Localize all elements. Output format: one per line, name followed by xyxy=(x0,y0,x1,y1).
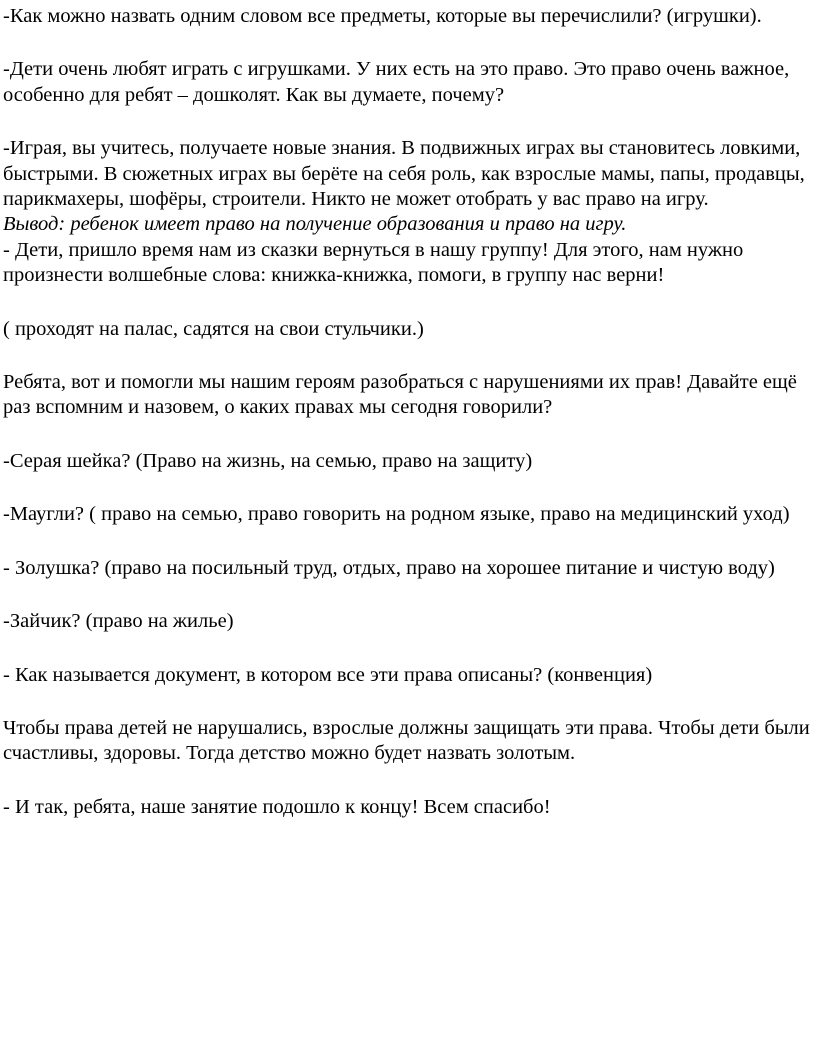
paragraph-stage-direction: ( проходят на палас, садятся на свои стульчики.) xyxy=(3,317,424,340)
paragraph-conclusion: Вывод: ребенок имеет право на получение образования и право на игру. xyxy=(3,213,627,236)
paragraph-grey-neck: -Серая шейка? (Право на жизнь, на семью, право на защиту) xyxy=(3,449,533,472)
paragraph-closing: - И так, ребята, наше занятие подошло к концу! Всем спасибо! xyxy=(3,795,551,818)
paragraph-question-toys: -Как можно назвать одним словом все предметы, которые вы перечислили? (игрушки). xyxy=(3,5,762,27)
paragraph-right-to-play: -Дети очень любят играть с игрушками. У них есть на это право. Это право очень важное, особенно для ребят – дошколят. Как вы думаете, почему? xyxy=(3,58,790,106)
paragraph-playing-learning: -Играя, вы учитесь, получаете новые знания. В подвижных играх вы становитесь ловкими, быстрыми. В сюжетных играх вы берёте на себя роль, как взрослые мамы, папы, продавцы, парикмахеры, шофёры, строители. Никто не может отобрать у вас право на игру. xyxy=(3,137,805,211)
paragraph-protect-rights: Чтобы права детей не нарушались, взрослые должны защищать эти права. Чтобы дети были счастливы, здоровы. Тогда детство можно будет назвать золотым. xyxy=(3,716,810,765)
paragraph-return-to-group: - Дети, пришло время нам из сказки вернуться в нашу группу! Для этого, нам нужно произнести волшебные слова: книжка-книжка, помоги, в группу нас верни! xyxy=(3,238,744,287)
paragraph-recall-rights: Ребята, вот и помогли мы нашим героям разобраться с нарушениями их прав! Давайте ещё раз вспомним и назовем, о каких правах мы сегодня говорили? xyxy=(3,371,797,419)
paragraph-mowgli: -Маугли? ( право на семью, право говорить на родном языке, право на медицинский уход) xyxy=(3,503,790,526)
paragraph-cinderella: - Золушка? (право на посильный труд, отдых, право на хорошее питание и чистую воду) xyxy=(3,556,775,579)
paragraph-convention: - Как называется документ, в котором все эти права описаны? (конвенция) xyxy=(3,663,653,686)
paragraph-bunny: -Зайчик? (право на жилье) xyxy=(3,610,234,633)
